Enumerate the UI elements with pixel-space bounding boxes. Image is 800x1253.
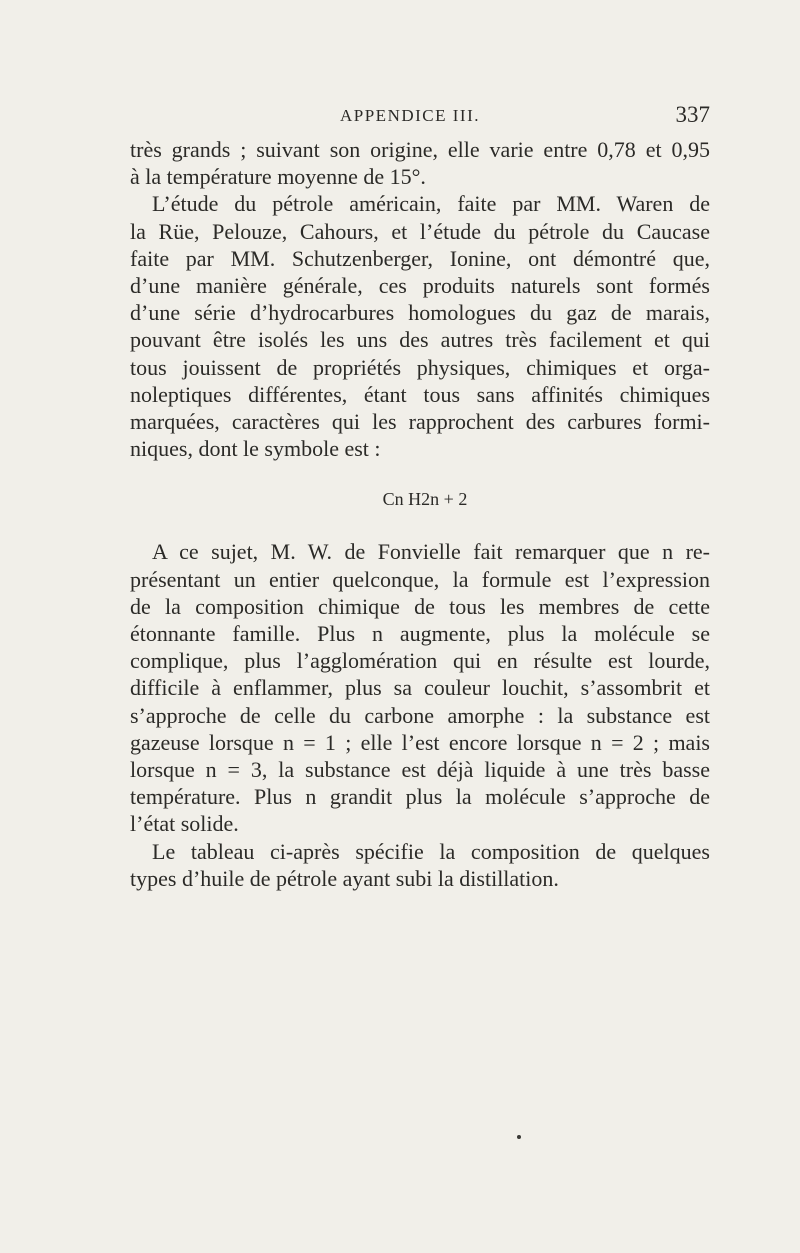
- running-head: [130, 102, 710, 136]
- text-line: difficile à enflammer, plus sa couleur louchit, s’assombrit et: [130, 675, 710, 701]
- text-line: tous jouissent de propriétés physiques, chimiques et orga-: [130, 354, 710, 380]
- text-line: à la température moyenne de 15°.: [130, 164, 426, 190]
- paragraph-3: [130, 538, 710, 837]
- text-line: marquées, caractères qui les rapprochent des carbures formi-: [130, 409, 710, 435]
- text-line: de la composition chimique de tous les membres de cette: [130, 593, 710, 619]
- text-line: faite par MM. Schutzenberger, Ionine, ont démontré que,: [130, 245, 710, 271]
- text-line: Le tableau ci-après spécifie la composition de quelques: [152, 838, 710, 864]
- text-line: types d’huile de pétrole ayant subi la distillation.: [130, 865, 559, 891]
- text-line: pouvant être isolés les uns des autres très facilement et qui: [130, 327, 710, 353]
- text-line: s’approche de celle du carbone amorphe : la substance est: [130, 702, 710, 728]
- text-line: complique, plus l’agglomération qui en résulte est lourde,: [130, 648, 710, 674]
- text-line: la Rüe, Pelouze, Cahours, et l’étude du pétrole du Caucase: [130, 218, 710, 244]
- text-line: température. Plus n grandit plus la molécule s’approche de: [130, 784, 710, 810]
- text-line: d’une série d’hydrocarbures homologues du gaz de marais,: [130, 300, 710, 326]
- text-line: d’une manière générale, ces produits naturels sont formés: [130, 273, 710, 299]
- ink-speck: [517, 1135, 521, 1139]
- page-number: 337: [675, 102, 710, 127]
- text-line: étonnante famille. Plus n augmente, plus la molécule se: [130, 621, 710, 647]
- body-text: [130, 136, 710, 892]
- paragraph-2: [130, 190, 710, 462]
- text-line: A ce sujet, M. W. de Fonvielle fait remarquer que n re-: [152, 539, 710, 565]
- text-line: présentant un entier quelconque, la formule est l’expression: [130, 566, 710, 592]
- text-line: gazeuse lorsque n = 1 ; elle l’est encore lorsque n = 2 ; mais: [130, 729, 710, 755]
- header-title: APPENDICE III.: [340, 106, 480, 125]
- text-line: lorsque n = 3, la substance est déjà liquide à une très basse: [130, 757, 710, 783]
- text-line: l’état solide.: [130, 811, 239, 837]
- text-line: très grands ; suivant son origine, elle varie entre 0,78 et 0,95: [130, 137, 710, 162]
- text-line: L’étude du pétrole américain, faite par MM. Waren de: [152, 191, 710, 217]
- chemical-formula: Cn H2n + 2: [382, 489, 468, 510]
- paragraph-4: [130, 838, 710, 892]
- text-line: noleptiques différentes, étant tous sans affinités chimiques: [130, 381, 710, 407]
- paragraph-1: [130, 136, 710, 190]
- text-line: niques, dont le symbole est :: [130, 436, 381, 462]
